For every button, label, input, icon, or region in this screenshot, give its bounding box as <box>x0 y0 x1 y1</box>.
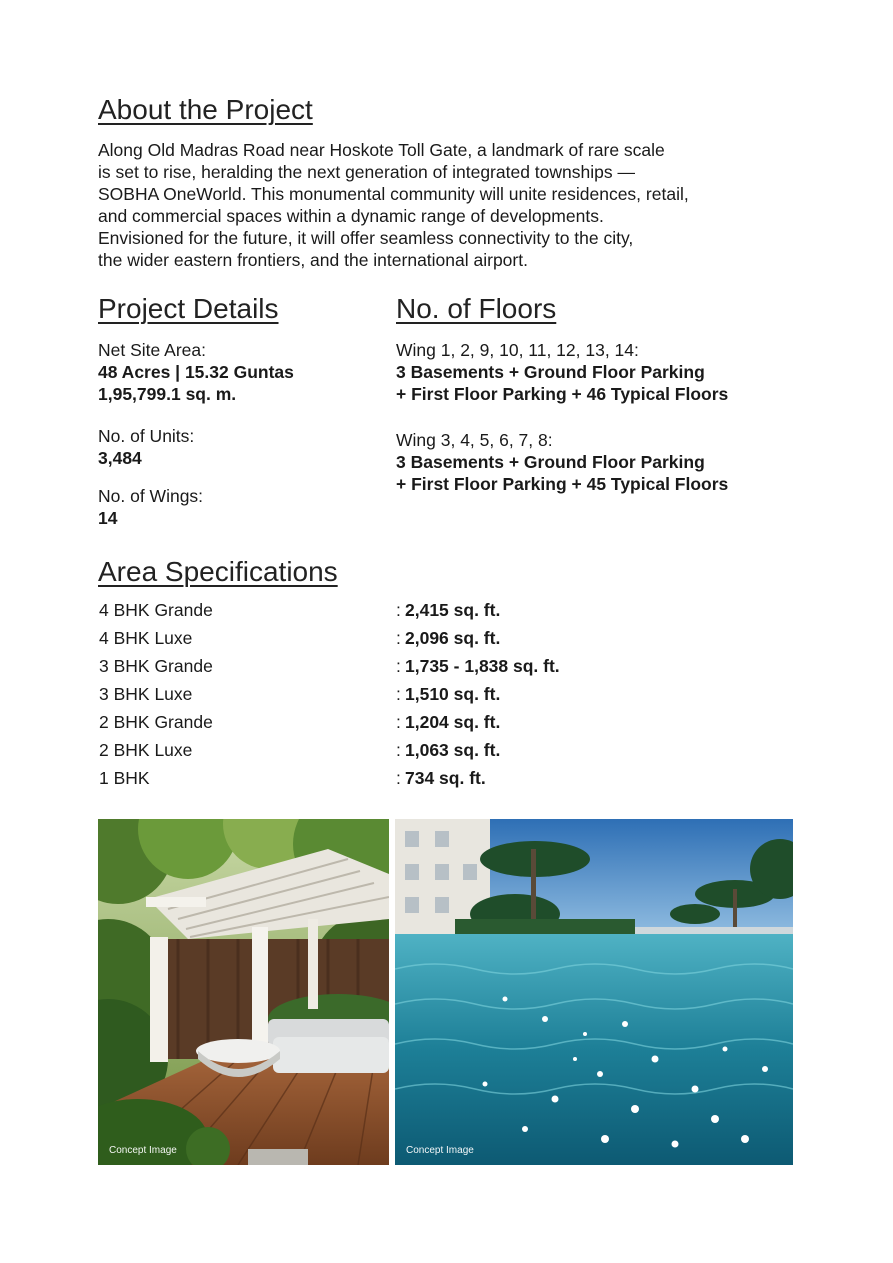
units-value: 3,484 <box>98 448 142 468</box>
spec-type: 1 BHK <box>99 768 150 788</box>
net-site-area-value-acres: 48 Acres | 15.32 Guntas <box>98 362 294 382</box>
spec-type: 4 BHK Luxe <box>99 628 193 648</box>
floors-group-line: 3 Basements + Ground Floor Parking <box>396 362 705 382</box>
net-site-area <box>98 339 294 405</box>
about-line: Along Old Madras Road near Hoskote Toll Gate, a landmark of rare scale <box>98 140 665 160</box>
floors-group <box>396 429 728 495</box>
image-caption: Concept Image <box>406 1145 474 1156</box>
spec-type: 2 BHK Grande <box>99 712 213 732</box>
wings <box>98 485 203 529</box>
about-line: and commercial spaces within a dynamic range of developments. <box>98 206 604 226</box>
about-line: Envisioned for the future, it will offer seamless connectivity to the city, <box>98 228 634 248</box>
spec-area: 1,735 - 1,838 sq. ft. <box>405 656 560 676</box>
spec-row <box>99 736 699 764</box>
spec-type: 4 BHK Grande <box>99 600 213 620</box>
about-heading: About the Project <box>98 94 313 125</box>
project-details-heading: Project Details <box>98 293 279 324</box>
floors-group-line: + First Floor Parking + 45 Typical Floors <box>396 474 729 494</box>
spec-type: 2 BHK Luxe <box>99 740 193 760</box>
area-specs-heading: Area Specifications <box>98 556 338 587</box>
wings-value: 14 <box>98 508 118 528</box>
spec-row <box>99 708 699 736</box>
floors-group-label: Wing 1, 2, 9, 10, 11, 12, 13, 14: <box>396 340 639 360</box>
floors-heading: No. of Floors <box>396 293 557 324</box>
spec-separator: : <box>396 712 401 732</box>
floors-group-label: Wing 3, 4, 5, 6, 7, 8: <box>396 430 553 450</box>
spec-area: 1,510 sq. ft. <box>405 684 501 704</box>
spec-row <box>99 596 699 624</box>
spec-row <box>99 652 699 680</box>
spec-area: 1,204 sq. ft. <box>405 712 501 732</box>
spec-type: 3 BHK Grande <box>99 656 213 676</box>
net-site-area-value-sqm: 1,95,799.1 sq. m. <box>98 384 237 404</box>
image-caption: Concept Image <box>109 1145 177 1156</box>
spec-row <box>99 680 699 708</box>
units-label: No. of Units: <box>98 426 195 446</box>
spec-separator: : <box>396 768 401 788</box>
net-site-area-label: Net Site Area: <box>98 340 206 360</box>
wings-label: No. of Wings: <box>98 486 204 506</box>
pergola-garden-image <box>98 819 389 1165</box>
spec-area: 2,415 sq. ft. <box>405 600 501 620</box>
pool-image <box>395 819 793 1165</box>
spec-area: 2,096 sq. ft. <box>405 628 501 648</box>
spec-area: 734 sq. ft. <box>405 768 486 788</box>
units <box>98 425 194 469</box>
floors-group <box>396 339 728 405</box>
spec-separator: : <box>396 628 401 648</box>
spec-separator: : <box>396 684 401 704</box>
spec-type: 3 BHK Luxe <box>99 684 193 704</box>
spec-separator: : <box>396 656 401 676</box>
about-line: the wider eastern frontiers, and the international airport. <box>98 250 528 270</box>
floors-group-line: + First Floor Parking + 46 Typical Floors <box>396 384 729 404</box>
spec-area: 1,063 sq. ft. <box>405 740 501 760</box>
spec-separator: : <box>396 600 401 620</box>
floors-group-line: 3 Basements + Ground Floor Parking <box>396 452 705 472</box>
spec-row <box>99 624 699 652</box>
spec-row <box>99 764 699 792</box>
about-paragraph <box>98 139 778 271</box>
about-line: is set to rise, heralding the next generation of integrated townships — <box>98 162 635 182</box>
spec-separator: : <box>396 740 401 760</box>
about-line: SOBHA OneWorld. This monumental community will unite residences, retail, <box>98 184 689 204</box>
